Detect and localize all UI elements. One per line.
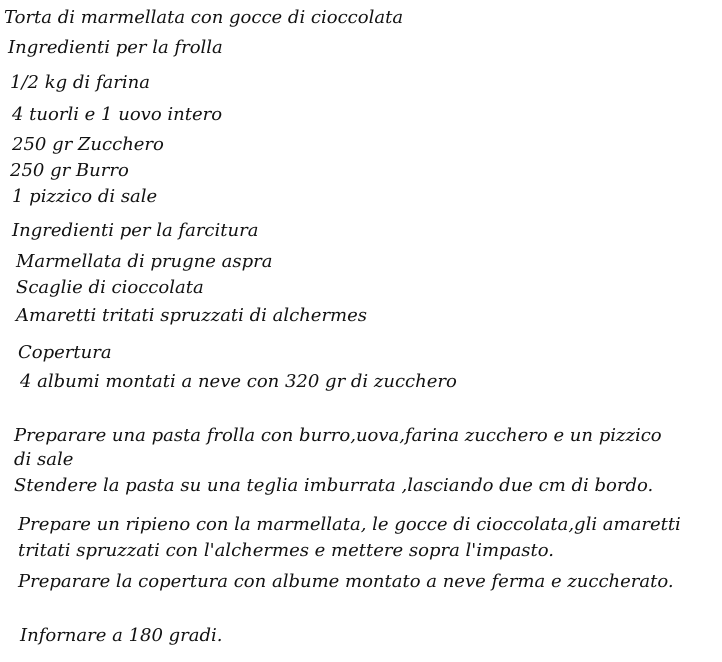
frolla-item-flour: 1/2 kg di farina: [10, 72, 150, 93]
step-infornare: Infornare a 180 gradi.: [20, 625, 223, 646]
farcitura-item-jam: Marmellata di prugne aspra: [16, 251, 273, 272]
frolla-item-butter: 250 gr Burro: [10, 160, 129, 181]
step-pasta-frolla: Preparare una pasta frolla con burro,uova,farina zucchero e un pizzico di sale: [14, 425, 662, 470]
copertura-item-meringue: 4 albumi montati a neve con 320 gr di zucchero: [20, 371, 457, 392]
farcitura-heading: Ingredienti per la farcitura: [12, 220, 259, 241]
frolla-item-sugar: 250 gr Zucchero: [12, 134, 164, 155]
copertura-heading: Copertura: [18, 342, 112, 363]
recipe-title: Torta di marmellata con gocce di cioccolata: [4, 7, 404, 28]
frolla-item-salt: 1 pizzico di sale: [12, 186, 158, 207]
step-stendere: Stendere la pasta su una teglia imburrata ,lasciando due cm di bordo.: [14, 475, 654, 496]
frolla-heading: Ingredienti per la frolla: [8, 37, 223, 58]
step-copertura: Preparare la copertura con albume montato a neve ferma e zuccherato.: [18, 571, 674, 592]
farcitura-item-amaretti: Amaretti tritati spruzzati di alchermes: [16, 305, 368, 326]
step-ripieno: Prepare un ripieno con la marmellata, le gocce di cioccolata,gli amaretti tritati spruzzati con l'alchermes e mettere sopra l'impasto.: [18, 514, 681, 561]
frolla-item-eggs: 4 tuorli e 1 uovo intero: [12, 104, 223, 125]
farcitura-item-chocolate: Scaglie di cioccolata: [16, 277, 204, 298]
